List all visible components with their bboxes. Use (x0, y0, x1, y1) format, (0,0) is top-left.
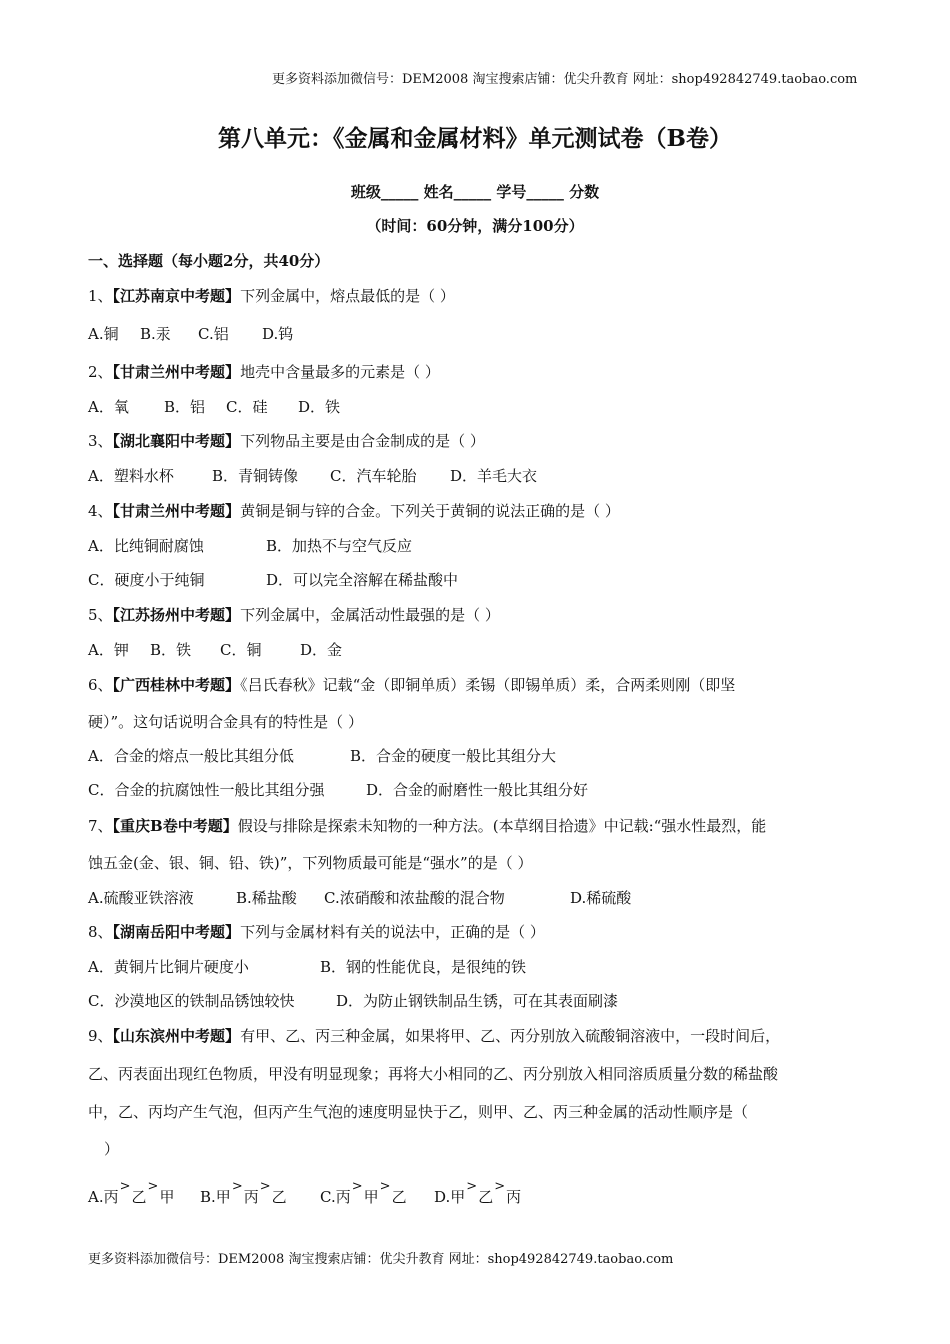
greater-than-symbol: > (259, 1179, 271, 1194)
question-4-options-row2 (88, 569, 458, 590)
question-9 (88, 1025, 780, 1046)
question-9-options (88, 1179, 522, 1207)
metal-name: 丙 (243, 1188, 259, 1206)
metal-name: 丙 (335, 1188, 351, 1206)
question-source-tag: 【重庆B卷中考题】 (112, 817, 238, 835)
greater-than-symbol: > (379, 1179, 391, 1194)
greater-than-symbol: > (351, 1179, 363, 1194)
option-c: C．汽车轮胎 (330, 467, 417, 485)
option-a: A.铜 (88, 325, 119, 343)
question-number: 1、 (88, 287, 113, 305)
metal-name: 乙 (478, 1188, 494, 1206)
option-b: B．加热不与空气反应 (266, 537, 413, 555)
option-d: D．金 (300, 641, 343, 659)
option-c: C.铝 (198, 325, 229, 343)
option-b: B．铝 (164, 398, 206, 416)
metal-name: 甲 (450, 1188, 466, 1206)
option-c: C.浓硝酸和浓盐酸的混合物 (324, 889, 505, 907)
question-5 (88, 604, 500, 625)
question-4-options-row1 (88, 535, 412, 556)
option-label: B. (200, 1188, 216, 1206)
option-a (88, 1179, 200, 1207)
question-3-options (88, 465, 537, 486)
option-b (200, 1179, 320, 1207)
question-stem: 地壳中含量最多的元素是（ ） (240, 363, 440, 381)
option-b: B．铁 (150, 641, 192, 659)
question-7 (88, 815, 766, 836)
question-source-tag: 【湖北襄阳中考题】 (112, 432, 241, 450)
question-2 (88, 361, 440, 382)
option-c: C．硬度小于纯铜 (88, 571, 205, 589)
question-number: 4、 (88, 502, 113, 520)
option-c: C．硅 (226, 398, 268, 416)
greater-than-symbol: > (119, 1179, 131, 1194)
option-c (320, 1179, 434, 1207)
option-label: C. (320, 1188, 336, 1206)
question-source-tag: 【湖南岳阳中考题】 (112, 923, 241, 941)
option-d: D．为防止钢铁制品生锈，可在其表面刷漆 (336, 992, 619, 1010)
option-a: A．氧 (88, 398, 129, 416)
metal-name: 乙 (131, 1188, 147, 1206)
question-9-stem-line4: ） (104, 1140, 120, 1158)
option-a: A．合金的熔点一般比其组分低 (88, 747, 294, 765)
header-ad-text: 更多资料添加微信号：DEM2008 淘宝搜索店铺：优尖升教育 网址：shop492842749.taobao.com (272, 72, 858, 87)
question-1-options (88, 323, 293, 344)
question-stem: 下列金属中，熔点最低的是（ ） (240, 287, 455, 305)
question-6-stem-continued: 硬）”。这句话说明合金具有的特性是（ ） (88, 713, 363, 731)
question-source-tag: 【甘肃兰州中考题】 (112, 363, 241, 381)
question-5-options (88, 639, 342, 660)
page-title: 第八单元：《金属和金属材料》单元测试卷（B卷） (218, 125, 732, 152)
question-9-stem-line3: 中，乙、丙均产生气泡，但丙产生气泡的速度明显快于乙，则甲、乙、丙三种金属的活动性顺序是（ (88, 1103, 749, 1121)
question-7-options (88, 887, 631, 908)
option-d: D.稀硫酸 (570, 889, 632, 907)
option-d: D.钨 (262, 325, 294, 343)
question-8 (88, 921, 545, 942)
option-b: B.汞 (140, 325, 171, 343)
metal-name: 甲 (363, 1188, 379, 1206)
question-7-stem-continued: 蚀五金(金、银、铜、铅、铁)”，下列物质最可能是“强水”的是（ ） (88, 854, 533, 872)
question-stem: 《吕氏春秋》记载“金（即铜单质）柔锡（即锡单质）柔，合两柔则刚（即坚 (240, 676, 736, 694)
question-number: 3、 (88, 432, 113, 450)
option-a: A．比纯铜耐腐蚀 (88, 537, 204, 555)
question-source-tag: 【山东滨州中考题】 (112, 1027, 241, 1045)
option-label: A. (88, 1188, 104, 1206)
question-3 (88, 430, 485, 451)
metal-name: 乙 (391, 1188, 407, 1206)
question-number: 7、 (88, 817, 113, 835)
question-number: 8、 (88, 923, 113, 941)
metal-name: 丙 (506, 1188, 522, 1206)
option-c: C．合金的抗腐蚀性一般比其组分强 (88, 781, 325, 799)
question-source-tag: 【江苏扬州中考题】 (112, 606, 241, 624)
question-1 (88, 285, 455, 306)
question-source-tag: 【甘肃兰州中考题】 (112, 502, 241, 520)
question-2-options (88, 396, 340, 417)
question-number: 6、 (88, 676, 113, 694)
question-stem: 黄铜是铜与锌的合金。下列关于黄铜的说法正确的是（ ） (240, 502, 620, 520)
time-limit-line: （时间：60分钟，满分100分） (366, 217, 584, 235)
greater-than-symbol: > (147, 1179, 159, 1194)
option-c: C．沙漠地区的铁制品锈蚀较快 (88, 992, 295, 1010)
student-info-line: 班级_____ 姓名_____ 学号_____ 分数 (350, 183, 600, 201)
question-number: 5、 (88, 606, 113, 624)
question-4 (88, 500, 620, 521)
question-8-options-row1 (88, 956, 526, 977)
option-d: D．合金的耐磨性一般比其组分好 (366, 781, 589, 799)
question-6-options-row2 (88, 779, 588, 800)
metal-name: 乙 (271, 1188, 287, 1206)
section-heading: 一、选择题（每小题2分，共40分） (88, 252, 330, 270)
question-number: 2、 (88, 363, 113, 381)
question-9-stem-line2: 乙、丙表面出现红色物质，甲没有明显现象；再将大小相同的乙、丙分别放入相同溶质质量分数的稀盐酸 (88, 1065, 779, 1083)
option-label: D. (434, 1188, 451, 1206)
option-d (434, 1179, 522, 1207)
question-6-options-row1 (88, 745, 556, 766)
option-c: C．铜 (220, 641, 262, 659)
question-8-options-row2 (88, 990, 618, 1011)
question-stem: 下列与金属材料有关的说法中，正确的是（ ） (240, 923, 545, 941)
metal-name: 甲 (159, 1188, 175, 1206)
option-b: B．合金的硬度一般比其组分大 (350, 747, 557, 765)
option-a: A．黄铜片比铜片硬度小 (88, 958, 249, 976)
metal-name: 甲 (215, 1188, 231, 1206)
greater-than-symbol: > (466, 1179, 478, 1194)
footer-ad-text: 更多资料添加微信号：DEM2008 淘宝搜索店铺：优尖升教育 网址：shop492842749.taobao.com (88, 1252, 674, 1267)
question-stem: 有甲、乙、丙三种金属，如果将甲、乙、丙分别放入硫酸铜溶液中，一段时间后， (240, 1027, 781, 1045)
option-d: D．铁 (298, 398, 341, 416)
option-a: A．塑料水杯 (88, 467, 174, 485)
question-source-tag: 【江苏南京中考题】 (112, 287, 241, 305)
question-number: 9、 (88, 1027, 113, 1045)
greater-than-symbol: > (231, 1179, 243, 1194)
option-a: A．钾 (88, 641, 129, 659)
option-b: B.稀盐酸 (236, 889, 297, 907)
question-stem: 下列物品主要是由合金制成的是（ ） (240, 432, 485, 450)
question-stem: 下列金属中，金属活动性最强的是（ ） (240, 606, 500, 624)
question-6 (88, 674, 735, 695)
option-d: D．可以完全溶解在稀盐酸中 (266, 571, 459, 589)
greater-than-symbol: > (494, 1179, 506, 1194)
question-stem: 假设与排除是探索未知物的一种方法。(本草纲目拾遗》中记载:“强水性最烈，能 (237, 817, 767, 835)
option-a: A.硫酸亚铁溶液 (88, 889, 194, 907)
option-d: D．羊毛大衣 (450, 467, 538, 485)
option-b: B．青铜铸像 (212, 467, 299, 485)
metal-name: 丙 (103, 1188, 119, 1206)
option-b: B．钢的性能优良，是很纯的铁 (320, 958, 527, 976)
question-source-tag: 【广西桂林中考题】 (112, 676, 241, 694)
